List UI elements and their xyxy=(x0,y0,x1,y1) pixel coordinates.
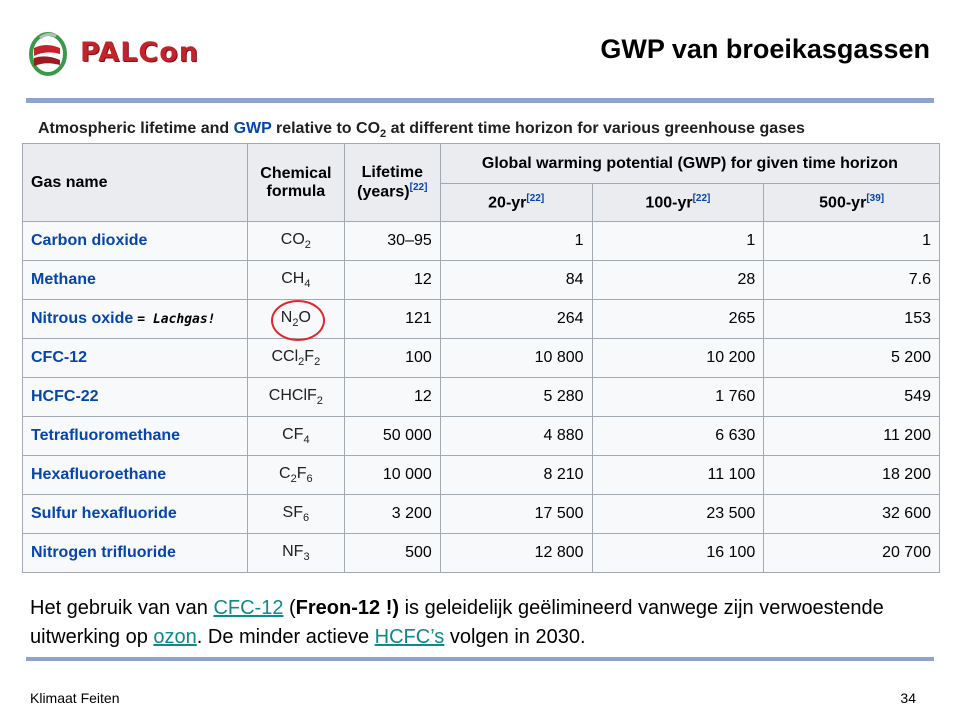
header-gwp-group: Global warming potential (GWP) for given time horizon xyxy=(440,144,939,184)
page-title: GWP van broeikasgassen xyxy=(600,34,930,64)
cell-gwp20: 8 210 xyxy=(440,456,592,495)
cell-gwp100: 11 100 xyxy=(592,456,764,495)
cell-lifetime: 10 000 xyxy=(344,456,440,495)
formula-subscript: 2 xyxy=(292,317,299,330)
freon-bold: Freon-12 !) xyxy=(295,597,400,619)
caption-part: relative to CO xyxy=(271,120,381,137)
gas-name-link[interactable]: CFC-12 xyxy=(31,349,88,366)
body-paragraph xyxy=(30,594,940,652)
globe-hands-icon xyxy=(26,28,80,80)
cell-gwp500: 11 200 xyxy=(764,417,940,456)
cell-gas-name xyxy=(23,495,248,534)
ref-link[interactable]: [39] xyxy=(866,192,885,204)
gas-name-link[interactable]: Carbon dioxide xyxy=(31,232,148,249)
cell-lifetime: 3 200 xyxy=(344,495,440,534)
table-row xyxy=(23,261,940,300)
cell-gwp100: 265 xyxy=(592,300,764,339)
formula-subscript: 4 xyxy=(303,434,310,447)
cell-gwp20: 12 800 xyxy=(440,534,592,573)
caption-part: at different time horizon for various greenhouse gases xyxy=(386,120,805,137)
cell-formula xyxy=(247,261,344,300)
cell-formula xyxy=(247,534,344,573)
cell-formula xyxy=(247,456,344,495)
cell-gwp100: 28 xyxy=(592,261,764,300)
formula-part: F xyxy=(296,464,307,482)
cell-gwp100: 16 100 xyxy=(592,534,764,573)
formula-part: O xyxy=(298,308,311,326)
formula-part: CH xyxy=(281,269,305,287)
formula-part: CCl xyxy=(271,347,299,365)
gas-name-link[interactable]: Hexafluoroethane xyxy=(31,466,167,483)
formula-subscript: 2 xyxy=(290,473,297,486)
cell-formula xyxy=(247,495,344,534)
cell-gas-name xyxy=(23,300,248,339)
body-text: volgen in 2030. xyxy=(444,626,586,648)
formula-subscript: 2 xyxy=(316,395,323,408)
cell-formula xyxy=(247,417,344,456)
page-number: 34 xyxy=(900,690,916,706)
body-text: . De minder actieve xyxy=(196,626,375,648)
table-row xyxy=(23,339,940,378)
gas-name-link[interactable]: Tetrafluoromethane xyxy=(31,427,181,444)
cell-formula xyxy=(247,378,344,417)
table-row xyxy=(23,495,940,534)
cell-gwp500: 1 xyxy=(764,222,940,261)
cell-gwp20: 17 500 xyxy=(440,495,592,534)
body-text: ( xyxy=(283,597,296,619)
lachgas-note: = Lachgas! xyxy=(137,312,216,327)
cell-formula xyxy=(247,339,344,378)
header-100yr: 100-yr[22] xyxy=(592,184,764,222)
caption-sub: 2 xyxy=(380,128,387,141)
gas-name-link[interactable]: Nitrogen trifluoride xyxy=(31,544,176,561)
cell-gas-name xyxy=(23,339,248,378)
table-body xyxy=(23,222,940,573)
cell-gwp20: 5 280 xyxy=(440,378,592,417)
formula-part: C xyxy=(279,464,291,482)
cell-lifetime: 121 xyxy=(344,300,440,339)
cell-gwp500: 153 xyxy=(764,300,940,339)
cell-gas-name xyxy=(23,261,248,300)
gas-name-link[interactable]: Sulfur hexafluoride xyxy=(31,505,177,522)
ref-link[interactable]: [22] xyxy=(526,192,545,204)
formula-subscript: 2 xyxy=(298,356,305,369)
table-caption xyxy=(38,120,805,140)
caption-gwp-link[interactable]: GWP xyxy=(233,120,272,137)
formula-part: F xyxy=(304,347,315,365)
header-gas-name: Gas name xyxy=(23,144,248,222)
formula-subscript: 2 xyxy=(314,356,321,369)
gas-name-link[interactable]: Nitrous oxide xyxy=(31,310,134,327)
gas-name-link[interactable]: HCFC-22 xyxy=(31,388,99,405)
formula-part: NF xyxy=(282,542,304,560)
table-row xyxy=(23,534,940,573)
cell-gwp20: 1 xyxy=(440,222,592,261)
formula-subscript: 4 xyxy=(304,278,311,291)
body-text: Het gebruik van van xyxy=(30,597,214,619)
ref-link[interactable]: [22] xyxy=(692,192,711,204)
cell-lifetime: 500 xyxy=(344,534,440,573)
palcon-logo xyxy=(26,28,216,80)
formula-part: CF xyxy=(282,425,304,443)
formula-subscript: 6 xyxy=(303,512,310,525)
formula-subscript: 6 xyxy=(306,473,313,486)
cell-gwp500: 549 xyxy=(764,378,940,417)
caption-part: Atmospheric lifetime and xyxy=(38,120,234,137)
header-chemical-formula: Chemical formula xyxy=(247,144,344,222)
cell-gas-name xyxy=(23,534,248,573)
table-row xyxy=(23,417,940,456)
table-row xyxy=(23,378,940,417)
cell-gwp100: 10 200 xyxy=(592,339,764,378)
gas-name-link[interactable]: Methane xyxy=(31,271,96,288)
cell-gas-name xyxy=(23,378,248,417)
cell-gwp100: 6 630 xyxy=(592,417,764,456)
cell-gwp500: 18 200 xyxy=(764,456,940,495)
logo-text: PALCon xyxy=(80,37,199,68)
cell-gwp500: 5 200 xyxy=(764,339,940,378)
cell-lifetime: 12 xyxy=(344,261,440,300)
cell-gwp20: 4 880 xyxy=(440,417,592,456)
cell-gas-name xyxy=(23,417,248,456)
cell-formula xyxy=(247,222,344,261)
header-lifetime: Lifetime (years)[22] xyxy=(344,144,440,222)
formula-part: N xyxy=(280,308,293,326)
cell-gwp500: 20 700 xyxy=(764,534,940,573)
table-row xyxy=(23,300,940,339)
cell-gwp100: 23 500 xyxy=(592,495,764,534)
ref-link[interactable]: [22] xyxy=(409,181,428,193)
gwp-table xyxy=(22,143,940,573)
footer-divider xyxy=(26,657,934,661)
formula-subscript: 3 xyxy=(303,551,310,564)
hcfc-link[interactable]: HCFC’s xyxy=(374,626,445,648)
cell-lifetime: 12 xyxy=(344,378,440,417)
ozon-link[interactable]: ozon xyxy=(153,626,197,648)
table-row xyxy=(23,456,940,495)
table-row xyxy=(23,222,940,261)
cell-gwp500: 32 600 xyxy=(764,495,940,534)
cell-gwp20: 10 800 xyxy=(440,339,592,378)
formula-part: CO xyxy=(280,230,305,248)
cell-gwp100: 1 760 xyxy=(592,378,764,417)
cell-gwp500: 7.6 xyxy=(764,261,940,300)
highlight-circle xyxy=(271,300,325,341)
cell-lifetime: 30–95 xyxy=(344,222,440,261)
formula-subscript: 2 xyxy=(304,239,311,252)
cell-lifetime: 50 000 xyxy=(344,417,440,456)
formula-part: SF xyxy=(282,503,303,521)
cell-gwp20: 84 xyxy=(440,261,592,300)
header-500yr: 500-yr[39] xyxy=(764,184,940,222)
footer-title: Klimaat Feiten xyxy=(30,690,120,706)
body-text: is geleidelijk geëlimineerd vanwege zijn verwoestende uitwerking op xyxy=(30,597,884,648)
cell-lifetime: 100 xyxy=(344,339,440,378)
cfc12-link[interactable]: CFC-12 xyxy=(213,597,284,619)
header-20yr: 20-yr[22] xyxy=(440,184,592,222)
cell-gas-name xyxy=(23,222,248,261)
cell-gwp20: 264 xyxy=(440,300,592,339)
header-divider xyxy=(26,98,934,103)
cell-gwp100: 1 xyxy=(592,222,764,261)
cell-gas-name xyxy=(23,456,248,495)
formula-part: CHClF xyxy=(268,386,317,404)
